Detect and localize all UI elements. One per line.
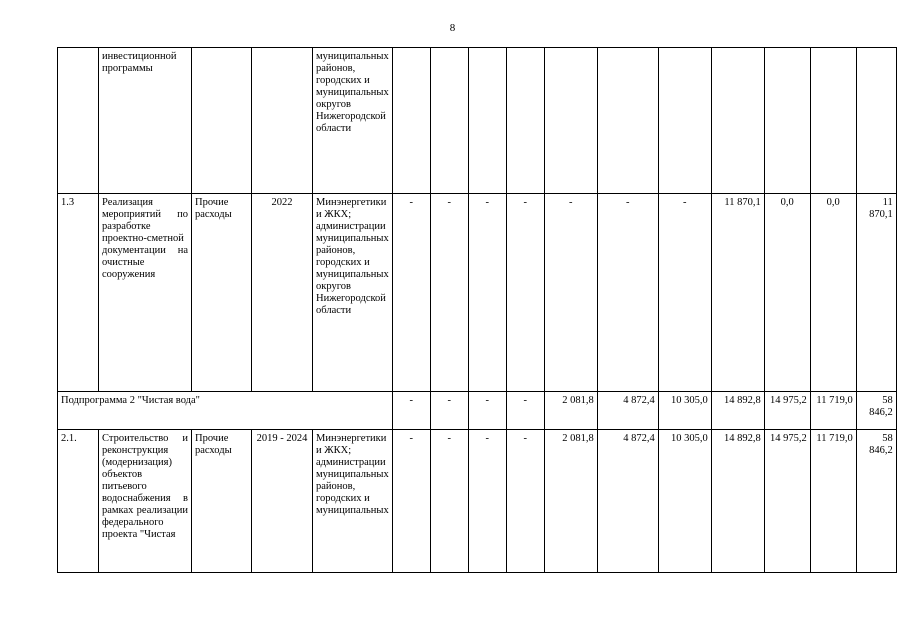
cell-value: 4 872,4 [597, 430, 658, 573]
cell-executor: муниципальных районов, городских и муниципальных округов Нижегородской области [313, 48, 393, 194]
subprogram-title: Подпрограмма 2 "Чистая вода" [58, 392, 393, 430]
cell-value: - [597, 194, 658, 392]
cell-value: 58 846,2 [856, 430, 896, 573]
cell-value: 14 892,8 [711, 392, 764, 430]
cell-executor: Минэнергетики и ЖКХ; администрации муниципальных районов, городских и муниципальных округов Нижегородской области [313, 194, 393, 392]
cell-value: 0,0 [810, 194, 856, 392]
cell-period: 2019 - 2024 [252, 430, 313, 573]
cell-value: 14 975,2 [764, 392, 810, 430]
cell-value: - [544, 194, 597, 392]
cell-name: Реализация мероприятий по разработке проектно-сметной документации на очистные сооружения [99, 194, 192, 392]
cell-value: 14 975,2 [764, 430, 810, 573]
cell-value: - [430, 430, 468, 573]
cell-value: 10 305,0 [658, 392, 711, 430]
table-row-1-3 [58, 194, 897, 392]
cell-value: 2 081,8 [544, 430, 597, 573]
cell-value: - [392, 194, 430, 392]
cell-value: 58 846,2 [856, 392, 896, 430]
cell-source: Прочие расходы [192, 194, 252, 392]
cell-period: 2022 [252, 194, 313, 392]
cell-value: 10 305,0 [658, 430, 711, 573]
cell-value: - [430, 392, 468, 430]
cell-name: Строительство и реконструкция (модернизация) объектов питьевого водоснабжения в рамках реализации федерального проекта "Чистая [99, 430, 192, 573]
cell-value: - [468, 392, 506, 430]
cell-value: - [392, 430, 430, 573]
cell-value: 0,0 [764, 194, 810, 392]
cell-value: - [506, 430, 544, 573]
cell-value: 4 872,4 [597, 392, 658, 430]
cell-source: Прочие расходы [192, 430, 252, 573]
cell-value: 11 719,0 [810, 430, 856, 573]
cell-value: - [430, 194, 468, 392]
table-row-2-1 [58, 430, 897, 573]
cell-value: - [506, 392, 544, 430]
cell-value: - [468, 430, 506, 573]
cell-num: 2.1. [58, 430, 99, 573]
cell-value: 11 870,1 [856, 194, 896, 392]
cell-num: 1.3 [58, 194, 99, 392]
cell-value: 11 719,0 [810, 392, 856, 430]
program-table [57, 47, 897, 573]
cell-value: - [392, 392, 430, 430]
cell-value: - [468, 194, 506, 392]
cell-value: - [506, 194, 544, 392]
cell-value: 14 892,8 [711, 430, 764, 573]
cell-value: - [658, 194, 711, 392]
subprogram-2-row [58, 392, 897, 430]
cell-name: инвестиционной программы [99, 48, 192, 194]
continuation-row [58, 48, 897, 194]
page-number: 8 [449, 22, 456, 34]
cell-executor: Минэнергетики и ЖКХ; администрации муниципальных районов, городских и муниципальных [313, 430, 393, 573]
cell-value: 11 870,1 [711, 194, 764, 392]
cell-value: 2 081,8 [544, 392, 597, 430]
